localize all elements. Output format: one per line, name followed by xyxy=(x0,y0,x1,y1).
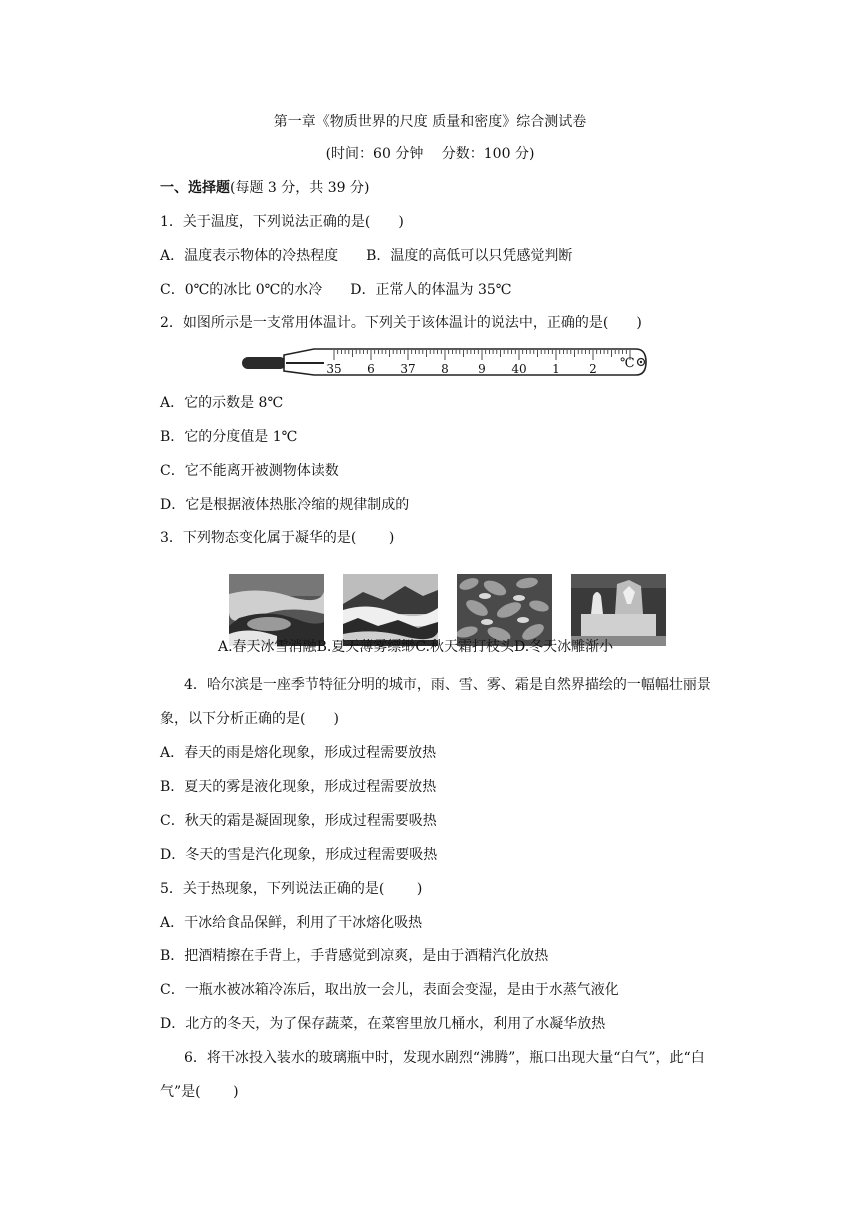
question-4-option-b: B．夏天的雾是液化现象，形成过程需要放热 xyxy=(160,779,437,795)
scale-label: 40 xyxy=(511,362,527,376)
thermometer-figure xyxy=(238,345,650,385)
question-3-captions xyxy=(218,637,613,657)
caption-c: C.秋天霜打枝头 xyxy=(415,639,514,655)
caption-d: D.冬天冰雕渐小 xyxy=(513,639,614,655)
page-title: 第一章《物质世界的尺度 质量和密度》综合测试卷 xyxy=(273,114,587,130)
photo-frost-leaves xyxy=(457,574,552,646)
question-2-option-b: B．它的分度值是 1℃ xyxy=(160,429,298,445)
question-2-option-d: D．它是根据液体热胀冷缩的规律制成的 xyxy=(160,497,410,513)
question-4-option-d: D．冬天的雪是汽化现象，形成过程需要吸热 xyxy=(160,847,438,863)
unit-label: ℃ xyxy=(620,356,635,371)
section-title: 一、选择题 xyxy=(160,180,230,196)
question-5-stem: 5．关于热现象，下列说法正确的是( ) xyxy=(160,881,423,897)
question-5-option-d: D．北方的冬天，为了保存蔬菜，在菜窖里放几桶水，利用了水凝华放热 xyxy=(160,1016,606,1032)
scale-label: 2 xyxy=(589,362,597,376)
thermometer-ring-dot xyxy=(640,361,642,363)
photo-fog-mountains xyxy=(343,574,438,646)
question-5-option-a: A．干冰给食品保鲜，利用了干冰熔化吸热 xyxy=(160,915,423,931)
question-2-stem: 2．如图所示是一支常用体温计。下列关于该体温计的说法中，正确的是( ) xyxy=(160,315,642,331)
question-4-stem-line1: 4．哈尔滨是一座季节特征分明的城市，雨、雪、雾、霜是自然界描绘的一幅幅壮丽景 xyxy=(184,677,711,693)
question-1-options-ab: A．温度表示物体的冷热程度 B．温度的高低可以只凭感觉判断 xyxy=(160,248,573,264)
question-2-option-c: C．它不能离开被测物体读数 xyxy=(160,463,339,479)
section-note: (每题 3 分，共 39 分) xyxy=(230,180,370,196)
question-6-stem-line2: 气”是( ) xyxy=(160,1084,239,1100)
question-5-option-b: B．把酒精擦在手背上，手背感觉到凉爽，是由于酒精汽化放热 xyxy=(160,948,549,964)
scale-label: 9 xyxy=(478,362,486,376)
question-6-stem-line1: 6．将干冰投入装水的玻璃瓶中时，发现水剧烈“沸腾”，瓶口出现大量“白气”，此“白 xyxy=(184,1050,705,1066)
photo-ice-sculpture xyxy=(571,574,666,646)
scale-label: 37 xyxy=(400,362,416,376)
scale-label: 6 xyxy=(367,362,375,376)
question-1-options-cd: C．0℃的冰比 0℃的水冷 D．正常人的体温为 35℃ xyxy=(160,282,512,298)
question-4-option-a: A．春天的雨是熔化现象，形成过程需要放热 xyxy=(160,745,437,761)
question-3-stem: 3．下列物态变化属于凝华的是( ) xyxy=(160,530,395,546)
question-4-stem-line2: 象，以下分析正确的是( ) xyxy=(160,711,339,727)
photo-melting-ice xyxy=(229,574,324,646)
thermometer-bulb xyxy=(242,357,286,369)
question-4-option-c: C．秋天的霜是凝固现象，形成过程需要吸热 xyxy=(160,813,437,829)
scale-label: 35 xyxy=(326,362,342,376)
scale-label: 1 xyxy=(552,362,560,376)
question-1-stem: 1．关于温度，下列说法正确的是( ) xyxy=(160,214,404,230)
scale-label: 8 xyxy=(441,362,449,376)
question-2-option-a: A．它的示数是 8℃ xyxy=(160,395,284,411)
caption-a: A.春天冰雪消融 xyxy=(218,639,317,655)
caption-b: B.夏天薄雾缥缈 xyxy=(316,639,416,655)
exam-subtitle: (时间：60 分钟 分数：100 分) xyxy=(325,146,535,162)
section-heading xyxy=(160,178,369,198)
question-5-option-c: C．一瓶水被冰箱冷冻后，取出放一会儿，表面会变湿，是由于水蒸气液化 xyxy=(160,982,619,998)
